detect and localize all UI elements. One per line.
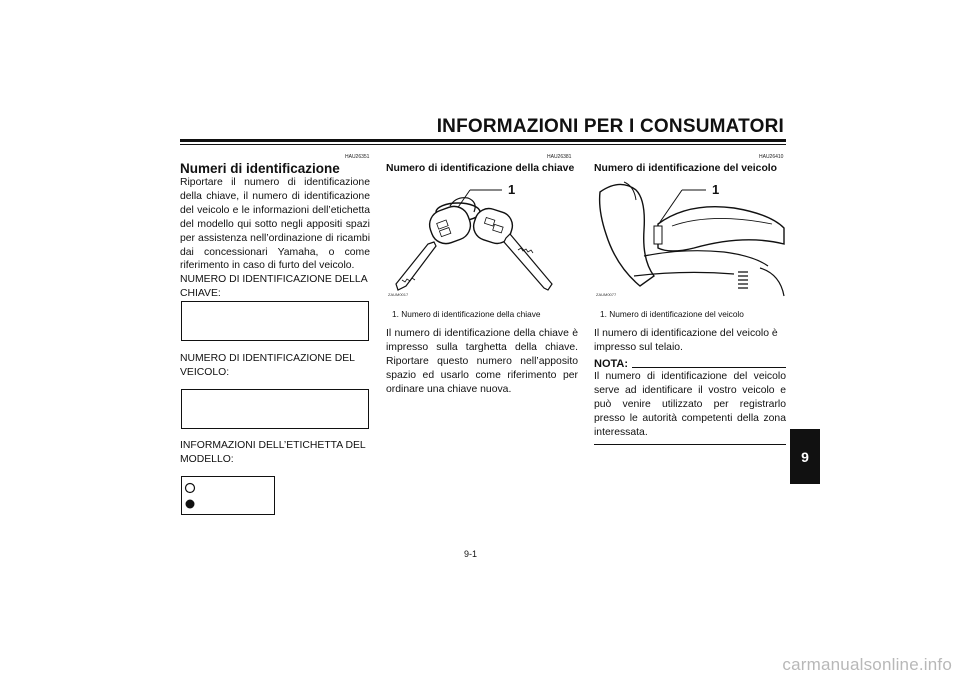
nota-title: NOTA: xyxy=(594,358,629,370)
section-code: HAU26381 xyxy=(547,154,572,160)
header-rule-thin xyxy=(180,144,786,145)
watermark: carmanualsonline.info xyxy=(782,655,952,674)
key-illustration xyxy=(386,176,578,300)
key-left-icon xyxy=(396,202,475,290)
key-body xyxy=(386,327,578,397)
figure-caption: 1. Numero di identificazione del veicolo xyxy=(600,309,744,319)
figure-caption: 1. Numero di identificazione della chiave xyxy=(392,309,541,319)
callout-number: 1 xyxy=(508,182,516,197)
key-number-field[interactable] xyxy=(181,301,369,341)
key-illustration-svg xyxy=(386,176,578,300)
section-heading: Numero di identificazione della chiave xyxy=(386,163,575,174)
section-heading: Numero di identificazione del veicolo xyxy=(594,163,778,174)
nota-block xyxy=(594,358,786,445)
model-label-field[interactable] xyxy=(181,476,275,515)
image-code: ZAUM0017 xyxy=(388,292,409,297)
nota-rule xyxy=(632,367,786,368)
section-code: HAU26351 xyxy=(345,154,370,160)
model-label-label: INFORMAZIONI DELL’ETICHETTA DEL MODELLO: xyxy=(180,440,366,465)
nota-paragraph: Il numero di identificazione del veicolo serve ad identificare il vostro veicolo e può venire utilizzato per registrarlo presso le autorità competenti della zona interessata. xyxy=(594,371,786,438)
vehicle-illustration-svg xyxy=(594,176,786,300)
intro-paragraph: Riportare il numero di identificazione della chiave, il numero di identificazione del veicolo e le informazioni dell’etichetta del modello qui sotto negli appositi spazi per assistenza nell’ordinazione di ricambi dai concessionari Yamaha, o come riferimento in caso di furto del veicolo. xyxy=(180,177,370,272)
key-paragraph: Il numero di identificazione della chiave è impresso sulla targhetta della chiave. Riportare questo numero nell’apposito spazio ed usarlo come riferimento per ordinare una chiave nuova. xyxy=(386,328,578,395)
vehicle-number-label: NUMERO DI IDENTIFICAZIONE DEL VEICOLO: xyxy=(180,353,355,378)
open-circle-icon xyxy=(186,484,195,493)
column-vehicle-number xyxy=(594,162,786,175)
page-number: 9-1 xyxy=(464,549,478,559)
section-code: HAU26410 xyxy=(759,154,784,160)
page-title: INFORMAZIONI PER I CONSUMATORI xyxy=(436,116,784,137)
column-key-number xyxy=(386,162,578,175)
vehicle-body xyxy=(594,327,786,355)
chapter-tab: 9 xyxy=(790,429,820,484)
key-right-icon xyxy=(470,205,552,290)
filled-circle-icon xyxy=(186,500,195,509)
section-heading: Numeri di identificazione xyxy=(180,161,340,176)
header-rule xyxy=(180,139,786,142)
key-number-label: NUMERO DI IDENTIFICAZIONE DELLA CHIAVE: xyxy=(180,274,368,300)
image-code: ZAUM0077 xyxy=(596,292,617,297)
vehicle-illustration xyxy=(594,176,786,300)
callout-number: 1 xyxy=(712,182,720,197)
model-label-symbols xyxy=(182,477,274,514)
vehicle-paragraph: Il numero di identificazione del veicolo è impresso sul telaio. xyxy=(594,328,778,353)
nota-bottom-rule xyxy=(594,444,786,445)
vehicle-number-field[interactable] xyxy=(181,389,369,429)
column-identification xyxy=(180,161,370,301)
